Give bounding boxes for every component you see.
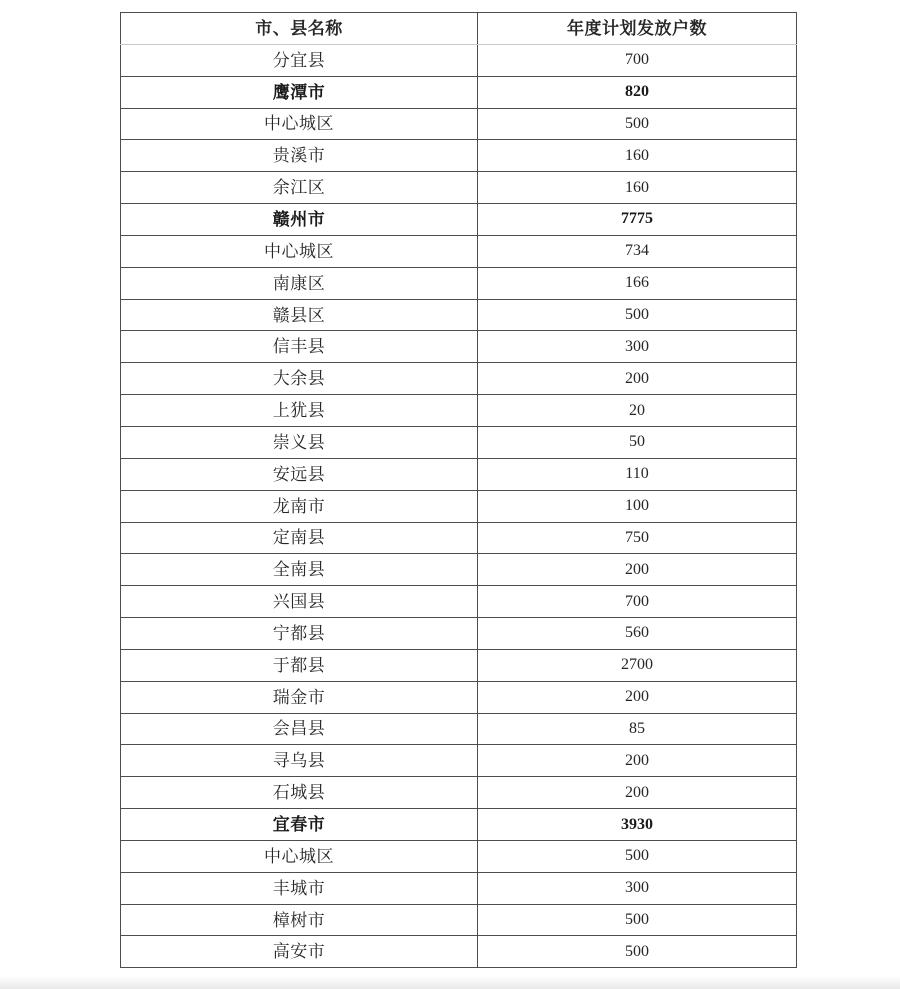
plan-count-cell: 734 [478,235,797,267]
plan-count-cell: 500 [478,904,797,936]
table-row [121,76,797,108]
table-row [121,267,797,299]
plan-count-cell: 7775 [478,204,797,236]
table-row [121,490,797,522]
region-name-cell: 定南县 [121,522,478,554]
plan-count-cell: 200 [478,681,797,713]
plan-count-cell: 200 [478,554,797,586]
plan-count-cell: 200 [478,777,797,809]
plan-count-cell: 3930 [478,809,797,841]
region-name-cell: 中心城区 [121,108,478,140]
table-row [121,649,797,681]
col-header-annual-plan-count: 年度计划发放户数 [478,13,797,45]
region-name-cell: 宁都县 [121,618,478,650]
table-header-row [121,13,797,45]
plan-count-cell: 50 [478,426,797,458]
table-row [121,554,797,586]
plan-count-cell: 85 [478,713,797,745]
table-row [121,458,797,490]
plan-count-cell: 700 [478,44,797,76]
plan-count-cell: 500 [478,299,797,331]
table-row [121,172,797,204]
region-name-cell: 余江区 [121,172,478,204]
region-name-cell: 信丰县 [121,331,478,363]
region-name-cell: 石城县 [121,777,478,809]
plan-count-cell: 20 [478,395,797,427]
table-row [121,204,797,236]
plan-count-cell: 2700 [478,649,797,681]
table-row [121,618,797,650]
table-row [121,108,797,140]
table-row [121,745,797,777]
region-name-cell: 瑞金市 [121,681,478,713]
region-name-cell: 中心城区 [121,235,478,267]
table-row [121,872,797,904]
plan-count-cell: 166 [478,267,797,299]
table-row [121,586,797,618]
plan-count-cell: 160 [478,172,797,204]
table-row [121,395,797,427]
plan-count-cell: 300 [478,331,797,363]
plan-count-cell: 200 [478,745,797,777]
plan-count-cell: 560 [478,618,797,650]
plan-count-cell: 500 [478,840,797,872]
plan-count-cell: 100 [478,490,797,522]
plan-count-cell: 750 [478,522,797,554]
plan-count-cell: 300 [478,872,797,904]
region-name-cell: 安远县 [121,458,478,490]
region-name-cell: 高安市 [121,936,478,968]
region-name-cell: 南康区 [121,267,478,299]
table-row [121,840,797,872]
region-name-cell: 兴国县 [121,586,478,618]
plan-count-cell: 820 [478,76,797,108]
table-row [121,140,797,172]
region-name-cell: 宜春市 [121,809,478,841]
region-name-cell: 分宜县 [121,44,478,76]
region-name-cell: 寻乌县 [121,745,478,777]
table-row [121,44,797,76]
plan-count-cell: 500 [478,936,797,968]
region-name-cell: 鹰潭市 [121,76,478,108]
page-bottom-edge [0,977,900,989]
table-row [121,936,797,968]
plan-count-cell: 700 [478,586,797,618]
region-name-cell: 上犹县 [121,395,478,427]
table-row [121,777,797,809]
region-name-cell: 于都县 [121,649,478,681]
plan-count-cell: 500 [478,108,797,140]
region-name-cell: 赣州市 [121,204,478,236]
plan-count-cell: 200 [478,363,797,395]
region-name-cell: 龙南市 [121,490,478,522]
table-row [121,426,797,458]
table-row [121,363,797,395]
table-row [121,331,797,363]
region-name-cell: 赣县区 [121,299,478,331]
table-row [121,235,797,267]
region-name-cell: 丰城市 [121,872,478,904]
region-name-cell: 樟树市 [121,904,478,936]
region-name-cell: 全南县 [121,554,478,586]
table-body [121,44,797,967]
table-row [121,522,797,554]
table-row [121,713,797,745]
table-row [121,809,797,841]
plan-count-cell: 160 [478,140,797,172]
region-name-cell: 大余县 [121,363,478,395]
plan-count-cell: 110 [478,458,797,490]
plan-table [120,12,797,968]
table-row [121,904,797,936]
col-header-region-name: 市、县名称 [121,13,478,45]
region-name-cell: 崇义县 [121,426,478,458]
region-name-cell: 贵溪市 [121,140,478,172]
region-name-cell: 中心城区 [121,840,478,872]
region-name-cell: 会昌县 [121,713,478,745]
table-row [121,681,797,713]
table-row [121,299,797,331]
